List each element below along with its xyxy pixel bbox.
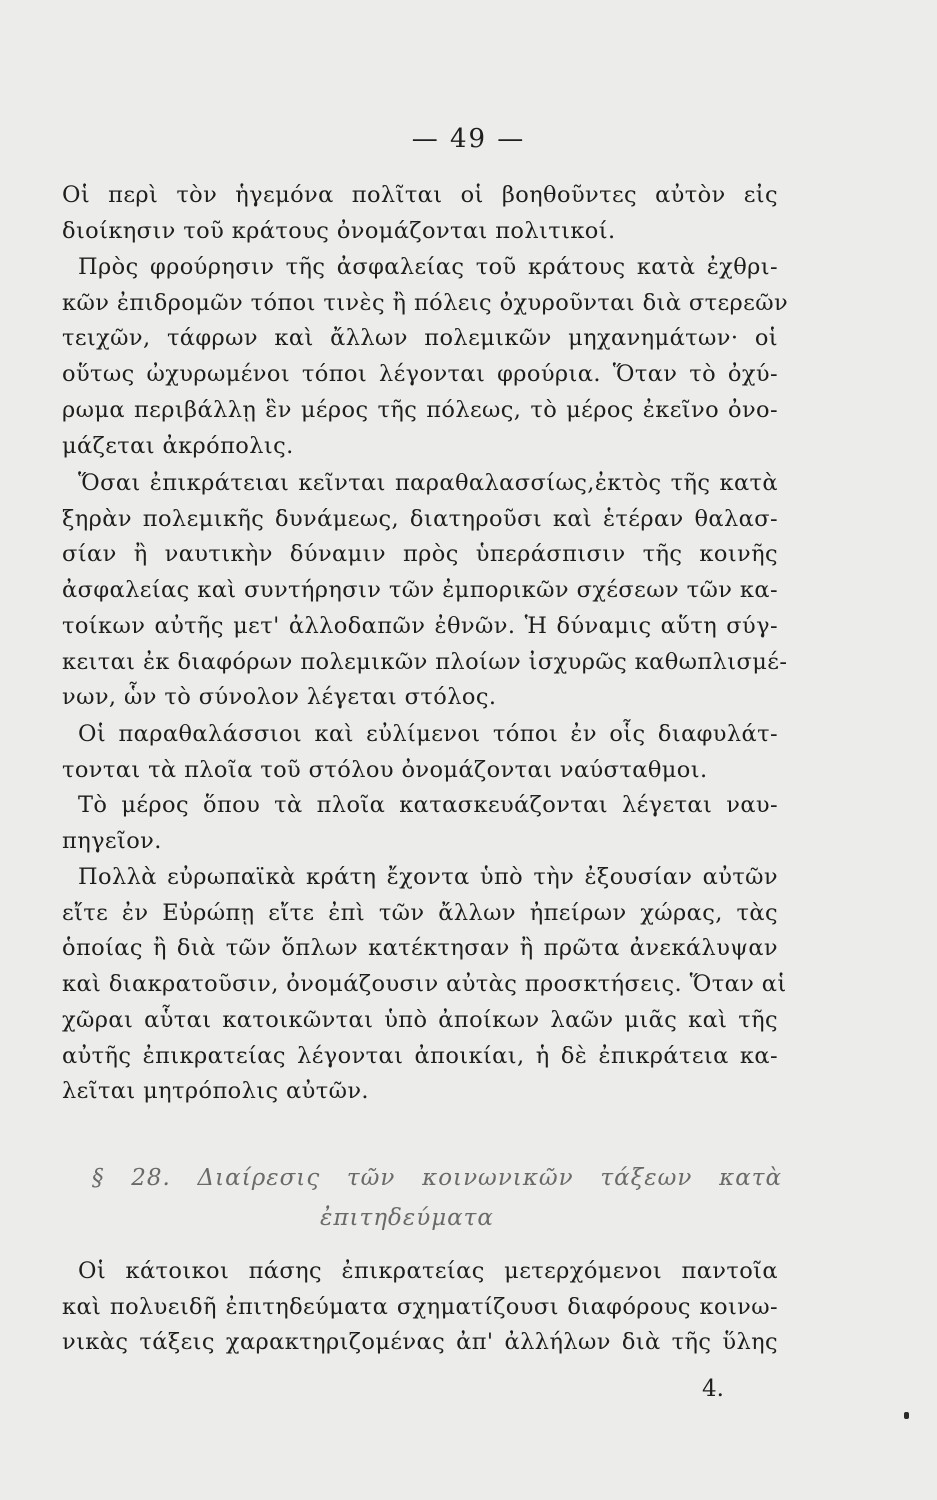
text-line: ρωμα περιβάλλῃ ἓν μέρος τῆς πόλεως, τὸ μέρος ἐκεῖνο ὀνο- <box>62 396 778 423</box>
text-line: μάζεται ἀκρόπολις. <box>62 432 294 459</box>
paragraph-stolos <box>62 466 788 716</box>
paragraph-politikoi <box>62 178 778 249</box>
section-title: § 28. Διαίρεσις τῶν κοινωνικῶν τάξεων κατὰ <box>92 1165 782 1191</box>
text-line: κειται ἐκ διαφόρων πολεμικῶν πλοίων ἰσχυρῶς καθωπλισμέ- <box>62 648 788 675</box>
section-heading <box>92 1158 782 1238</box>
ink-speck <box>904 1412 909 1419</box>
text-line: τειχῶν, τάφρων καὶ ἄλλων πολεμικῶν μηχανημάτων· οἱ <box>62 325 778 352</box>
paragraph-frouria <box>62 250 789 464</box>
text-line: Ὅσαι ἐπικράτειαι κεῖνται παραθαλασσίως,ἐκτὸς τῆς κατὰ <box>78 470 778 496</box>
text-line: Τὸ μέρος ὅπου τὰ πλοῖα κατασκευάζονται λέγεται ναυ- <box>78 792 778 818</box>
text-line: ἀσφαλείας καὶ συντήρησιν τῶν ἐμπορικῶν σχέσεων τῶν κα- <box>62 577 778 604</box>
text-line: εἴτε ἐν Εὐρώπῃ εἴτε ἐπὶ τῶν ἄλλων ἠπείρων χώρας, τὰς <box>62 899 778 926</box>
paragraph-taxeis <box>62 1254 778 1361</box>
text-line: Οἱ περὶ τὸν ἡγεμόνα πολῖται οἱ βοηθοῦντες αὐτὸν εἰς <box>62 182 778 208</box>
text-line: Οἱ παραθαλάσσιοι καὶ εὐλίμενοι τόποι ἐν οἷς διαφυλάτ- <box>78 721 778 747</box>
text-line: Πρὸς φρούρησιν τῆς ἀσφαλείας τοῦ κράτους κατὰ ἐχθρι- <box>78 254 778 280</box>
text-line: Πολλὰ εὐρωπαϊκὰ κράτη ἔχοντα ὑπὸ τὴν ἐξουσίαν αὐτῶν <box>78 864 778 890</box>
text-line: λεῖται μητρόπολις αὐτῶν. <box>62 1078 369 1105</box>
text-line: ξηρὰν πολεμικῆς δυνάμεως, διατηροῦσι καὶ ἑτέραν θαλασ- <box>62 505 778 532</box>
text-line: τονται τὰ πλοῖα τοῦ στόλου ὀνομάζονται ναύσταθμοι. <box>62 756 708 783</box>
text-line: αὐτῆς ἐπικρατείας λέγονται ἀποικίαι, ἡ δὲ ἐπικράτεια κα- <box>62 1042 778 1069</box>
text-line: καὶ πολυειδῆ ἐπιτηδεύματα σχηματίζουσι διαφόρους κοινω- <box>62 1293 778 1320</box>
paragraph-naustathmoi <box>62 717 778 788</box>
text-line: Οἱ κάτοικοι πάσης ἐπικρατείας μετερχόμενοι παντοῖα <box>78 1258 778 1284</box>
text-line: νικὰς τάξεις χαρακτηριζομένας ἀπ' ἀλλήλων διὰ τῆς ὕλης <box>62 1329 778 1356</box>
paragraph-apoikiai <box>62 860 787 1110</box>
text-line: πηγεῖον. <box>62 827 162 854</box>
text-line: διοίκησιν τοῦ κράτους ὀνομάζονται πολιτικοί. <box>62 217 616 244</box>
text-line: οὕτως ὠχυρωμένοι τόποι λέγονται φρούρια. Ὅταν τὸ ὀχύ- <box>62 361 778 388</box>
text-line: νων, ὧν τὸ σύνολον λέγεται στόλος. <box>62 684 497 711</box>
text-line: κῶν ἐπιδρομῶν τόποι τινὲς ἢ πόλεις ὀχυροῦνται διὰ στερεῶν <box>62 289 789 316</box>
paragraph-naupegeion <box>62 788 778 859</box>
text-line: σίαν ἢ ναυτικὴν δύναμιν πρὸς ὑπεράσπισιν τῆς κοινῆς <box>62 541 778 568</box>
page-number: — 49 — <box>411 124 526 154</box>
text-line: χῶραι αὗται κατοικῶνται ὑπὸ ἀποίκων λαῶν μιᾶς καὶ τῆς <box>62 1006 778 1033</box>
text-line: καὶ διακρατοῦσιν, ὀνομάζουσιν αὐτὰς προσκτήσεις. Ὅταν αἱ <box>62 971 787 998</box>
text-line: τοίκων αὐτῆς μετ' ἀλλοδαπῶν ἐθνῶν. Ἡ δύναμις αὕτη σύγ- <box>62 612 778 639</box>
text-line: ὁποίας ἢ διὰ τῶν ὅπλων κατέκτησαν ἢ πρῶτα ἀνεκάλυψαν <box>62 935 778 962</box>
section-title-continued: ἐπιτηδεύματα <box>320 1205 494 1231</box>
signature-mark: 4. <box>702 1376 724 1402</box>
